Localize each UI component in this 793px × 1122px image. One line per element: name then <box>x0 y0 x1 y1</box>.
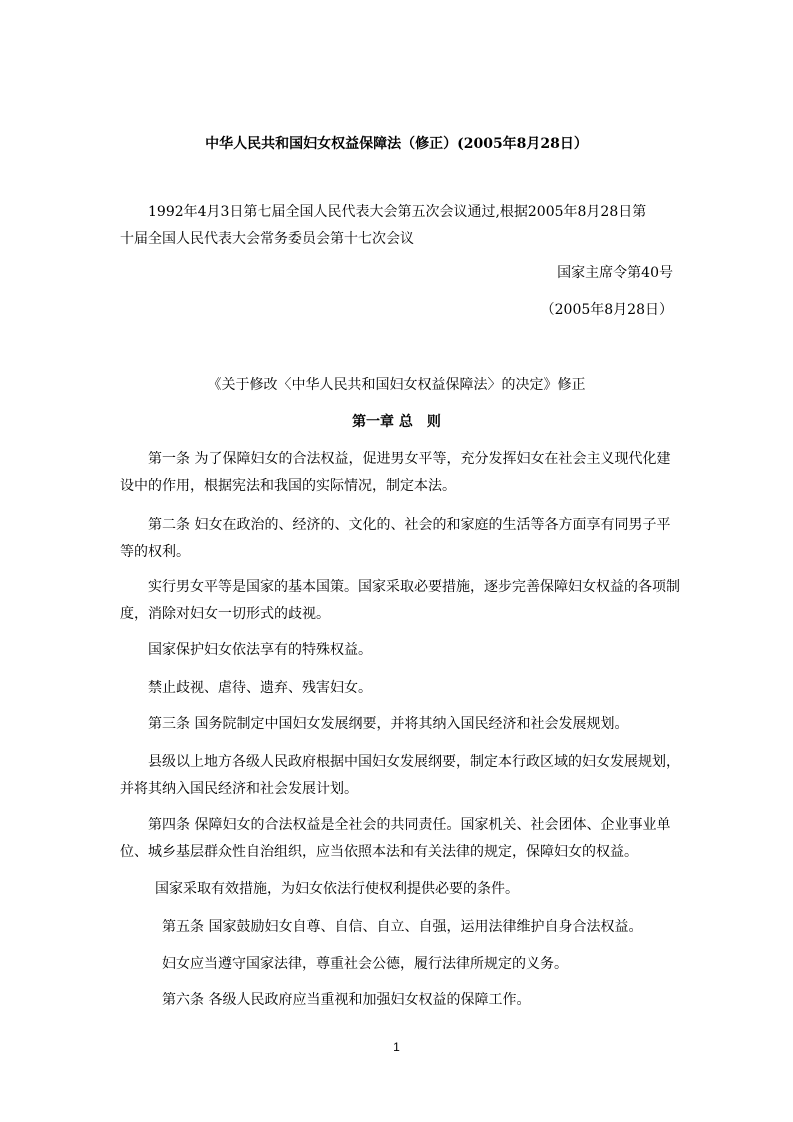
paragraph-line: 设中的作用，根据宪法和我国的实际情况，制定本法。 <box>120 478 456 494</box>
paragraph-line: 第六条 各级人民政府应当重视和加强妇女权益的保障工作。 <box>162 992 531 1008</box>
order-date: （2005年8月28日） <box>540 302 673 318</box>
document-title: 中华人民共和国妇女权益保障法（修正）(2005年8月28日） <box>205 136 588 152</box>
chapter-heading: 第一章 总 则 <box>352 414 441 430</box>
intro-line-1: 1992年4月3日第七届全国人民代表大会第五次会议通过,根据2005年8月28日第 <box>148 204 647 220</box>
paragraph-line: 并将其纳入国民经济和社会发展计划。 <box>120 781 358 797</box>
intro-line-2: 十届全国人民代表大会常务委员会第十七次会议 <box>120 231 414 247</box>
paragraph-line: 第一条 为了保障妇女的合法权益，促进男女平等，充分发挥妇女在社会主义现代化建 <box>148 451 671 467</box>
paragraph-line: 第四条 保障妇女的合法权益是全社会的共同责任。国家机关、社会团体、企业事业单 <box>148 817 671 833</box>
paragraph-line: 国家采取有效措施，为妇女依法行使权利提供必要的条件。 <box>155 881 519 897</box>
decision-line: 《关于修改〈中华人民共和国妇女权益保障法〉的决定》修正 <box>207 377 586 393</box>
paragraph-line: 第二条 妇女在政治的、经济的、文化的、社会的和家庭的生活等各方面享有同男子平 <box>148 517 671 533</box>
paragraph-line: 实行男女平等是国家的基本国策。国家采取必要措施，逐步完善保障妇女权益的各项制 <box>148 579 680 595</box>
paragraph-line: 国家保护妇女依法享有的特殊权益。 <box>148 642 372 658</box>
page-number: 1 <box>393 1040 400 1054</box>
paragraph-line: 度，消除对妇女一切形式的歧视。 <box>120 606 330 622</box>
order-number: 国家主席令第40号 <box>557 265 673 281</box>
paragraph-line: 第三条 国务院制定中国妇女发展纲要，并将其纳入国民经济和社会发展规划。 <box>148 716 629 732</box>
paragraph-line: 县级以上地方各级人民政府根据中国妇女发展纲要，制定本行政区域的妇女发展规划， <box>148 754 680 770</box>
paragraph-line: 位、城乡基层群众性自治组织，应当依照本法和有关法律的规定，保障妇女的权益。 <box>120 844 638 860</box>
paragraph-line: 等的权利。 <box>120 544 190 560</box>
paragraph-line: 禁止歧视、虐待、遗弃、残害妇女。 <box>148 680 372 696</box>
paragraph-line: 第五条 国家鼓励妇女自尊、自信、自立、自强，运用法律维护自身合法权益。 <box>162 919 643 935</box>
paragraph-line: 妇女应当遵守国家法律，尊重社会公德，履行法律所规定的义务。 <box>162 956 568 972</box>
